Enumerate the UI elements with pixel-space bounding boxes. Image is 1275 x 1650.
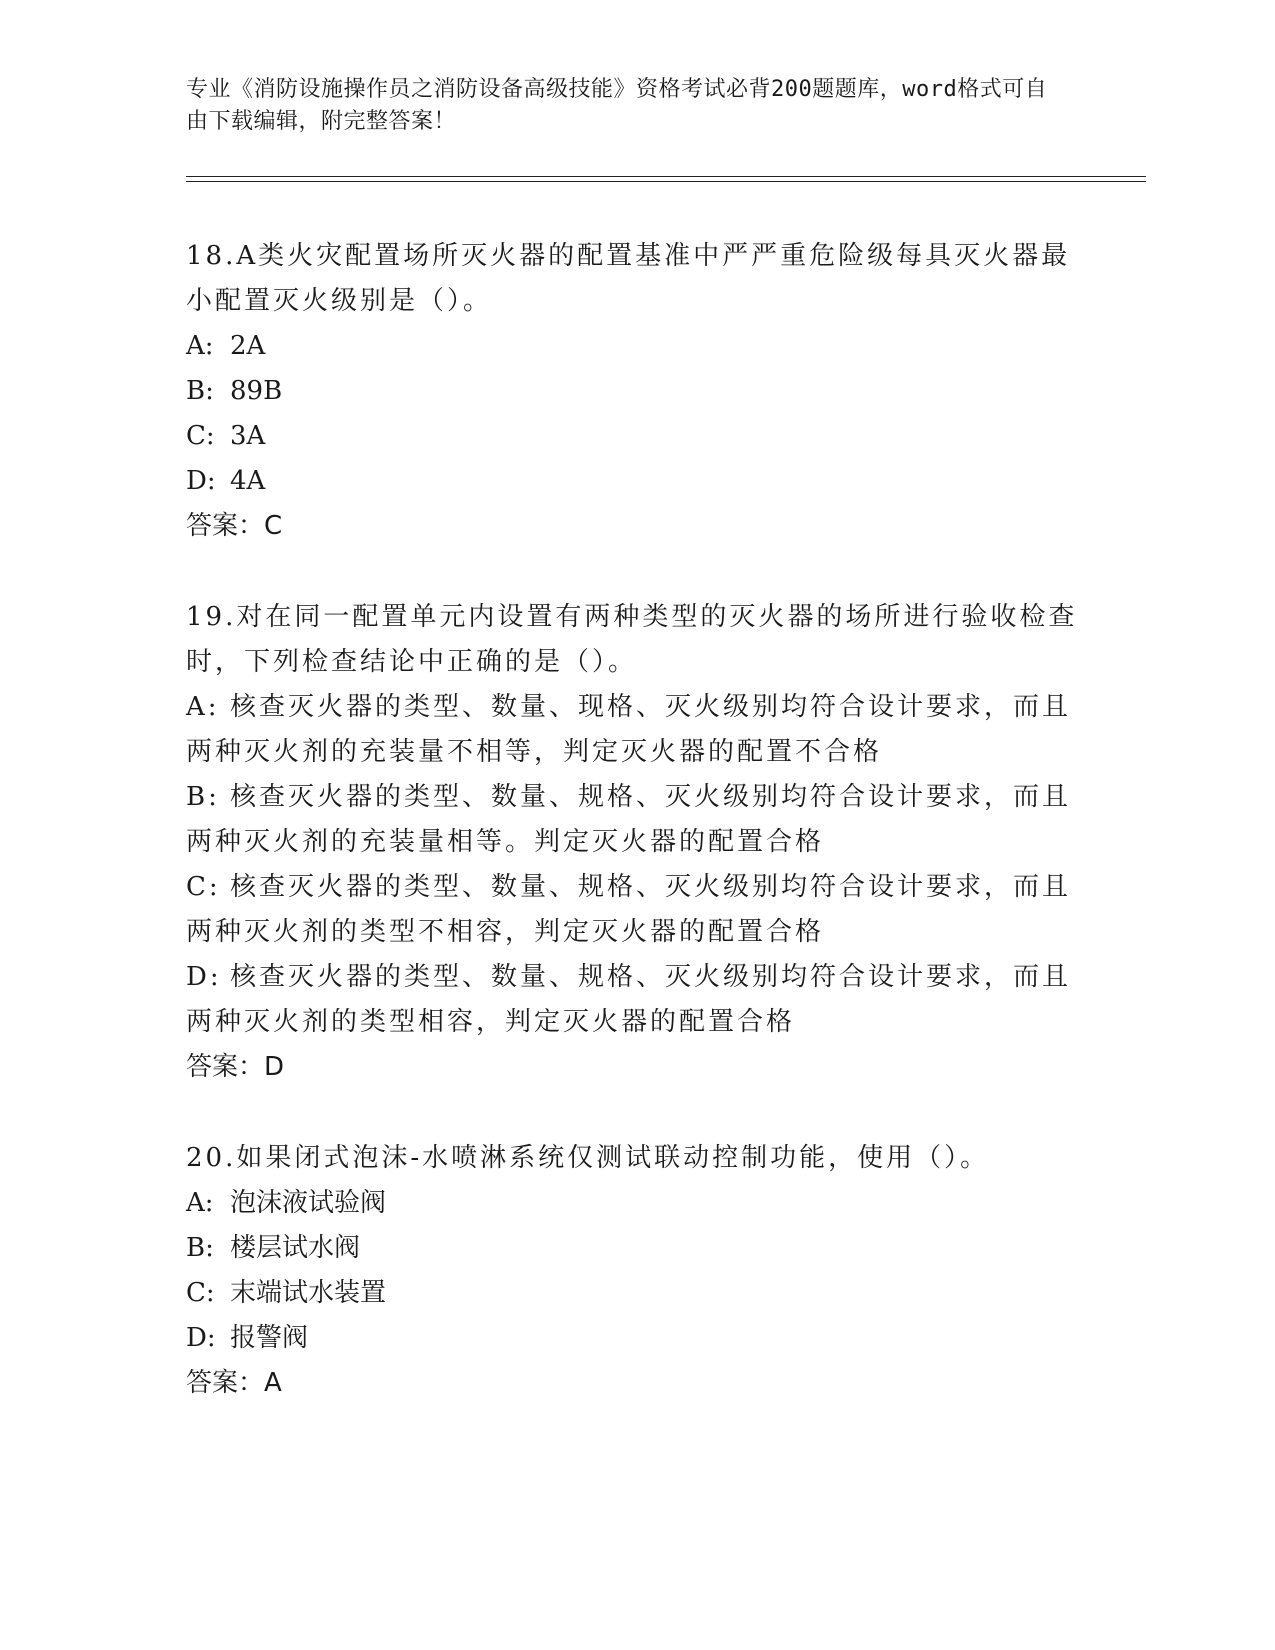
option-label: D: bbox=[186, 962, 222, 992]
option-d bbox=[186, 1316, 1086, 1361]
option-text: 核查灭火器的类型、数量、规格、灭火级别均符合设计要求，而且两种灭火剂的类型相容，判定灭火器的配置合格 bbox=[186, 962, 1072, 1037]
option-label: A: bbox=[186, 692, 220, 722]
option-text: 核查灭火器的类型、数量、规格、灭火级别均符合设计要求，而且两种灭火剂的充装量相等。判定灭火器的配置合格 bbox=[186, 782, 1072, 857]
question-18 bbox=[186, 234, 1086, 549]
questions-list bbox=[186, 234, 1086, 1406]
spacer bbox=[186, 549, 1086, 595]
option-b bbox=[186, 775, 1086, 865]
answer: 答案：C bbox=[186, 511, 283, 541]
option-b bbox=[186, 369, 1086, 414]
question-20 bbox=[186, 1136, 1086, 1406]
header-divider-bottom bbox=[186, 181, 1146, 182]
option-a bbox=[186, 685, 1086, 775]
option-label: D: bbox=[186, 1323, 216, 1353]
option-label: A: bbox=[186, 1188, 214, 1218]
option-label: C: bbox=[186, 421, 215, 451]
option-text: 2A bbox=[230, 331, 266, 361]
option-c bbox=[186, 865, 1086, 955]
option-c bbox=[186, 414, 1086, 459]
option-text: 末端试水装置 bbox=[230, 1278, 387, 1308]
option-label: B: bbox=[186, 1233, 214, 1263]
option-text: 4A bbox=[230, 466, 266, 496]
question-stem: 20.如果闭式泡沫-水喷淋系统仅测试联动控制功能，使用（）。 bbox=[186, 1143, 990, 1173]
option-label: A: bbox=[186, 331, 214, 361]
option-label: B: bbox=[186, 782, 220, 812]
option-label: B: bbox=[186, 376, 214, 406]
answer: 答案：D bbox=[186, 1052, 285, 1082]
option-label: D: bbox=[186, 466, 216, 496]
option-text: 核查灭火器的类型、数量、现格、灭火级别均符合设计要求，而且两种灭火剂的充装量不相等，判定灭火器的配置不合格 bbox=[186, 692, 1072, 767]
option-a bbox=[186, 324, 1086, 369]
question-19 bbox=[186, 595, 1086, 1090]
document-header: 专业《消防设施操作员之消防设备高级技能》资格考试必背200题题库，word格式可自由下载编辑，附完整答案！ bbox=[186, 77, 1048, 134]
option-c bbox=[186, 1271, 1086, 1316]
answer: 答案：A bbox=[186, 1368, 282, 1398]
question-stem: 18.A类火灾配置场所灭火器的配置基准中严严重危险级每具灭火器最小配置灭火级别是（）。 bbox=[186, 241, 1071, 316]
spacer bbox=[186, 1090, 1086, 1136]
option-text: 泡沫液试验阀 bbox=[230, 1188, 387, 1218]
option-label: C: bbox=[186, 872, 221, 902]
header-divider-top bbox=[186, 176, 1146, 177]
option-a bbox=[186, 1181, 1086, 1226]
option-d bbox=[186, 459, 1086, 504]
option-text: 楼层试水阀 bbox=[230, 1233, 361, 1263]
option-d bbox=[186, 955, 1086, 1045]
option-b bbox=[186, 1226, 1086, 1271]
question-stem: 19.对在同一配置单元内设置有两种类型的灭火器的场所进行验收检查时，下列检查结论中正确的是（）。 bbox=[186, 602, 1078, 677]
option-text: 报警阀 bbox=[230, 1323, 309, 1353]
option-text: 核查灭火器的类型、数量、规格、灭火级别均符合设计要求，而且两种灭火剂的类型不相容，判定灭火器的配置合格 bbox=[186, 872, 1072, 947]
option-text: 3A bbox=[230, 421, 266, 451]
option-label: C: bbox=[186, 1278, 215, 1308]
option-text: 89B bbox=[230, 376, 283, 406]
